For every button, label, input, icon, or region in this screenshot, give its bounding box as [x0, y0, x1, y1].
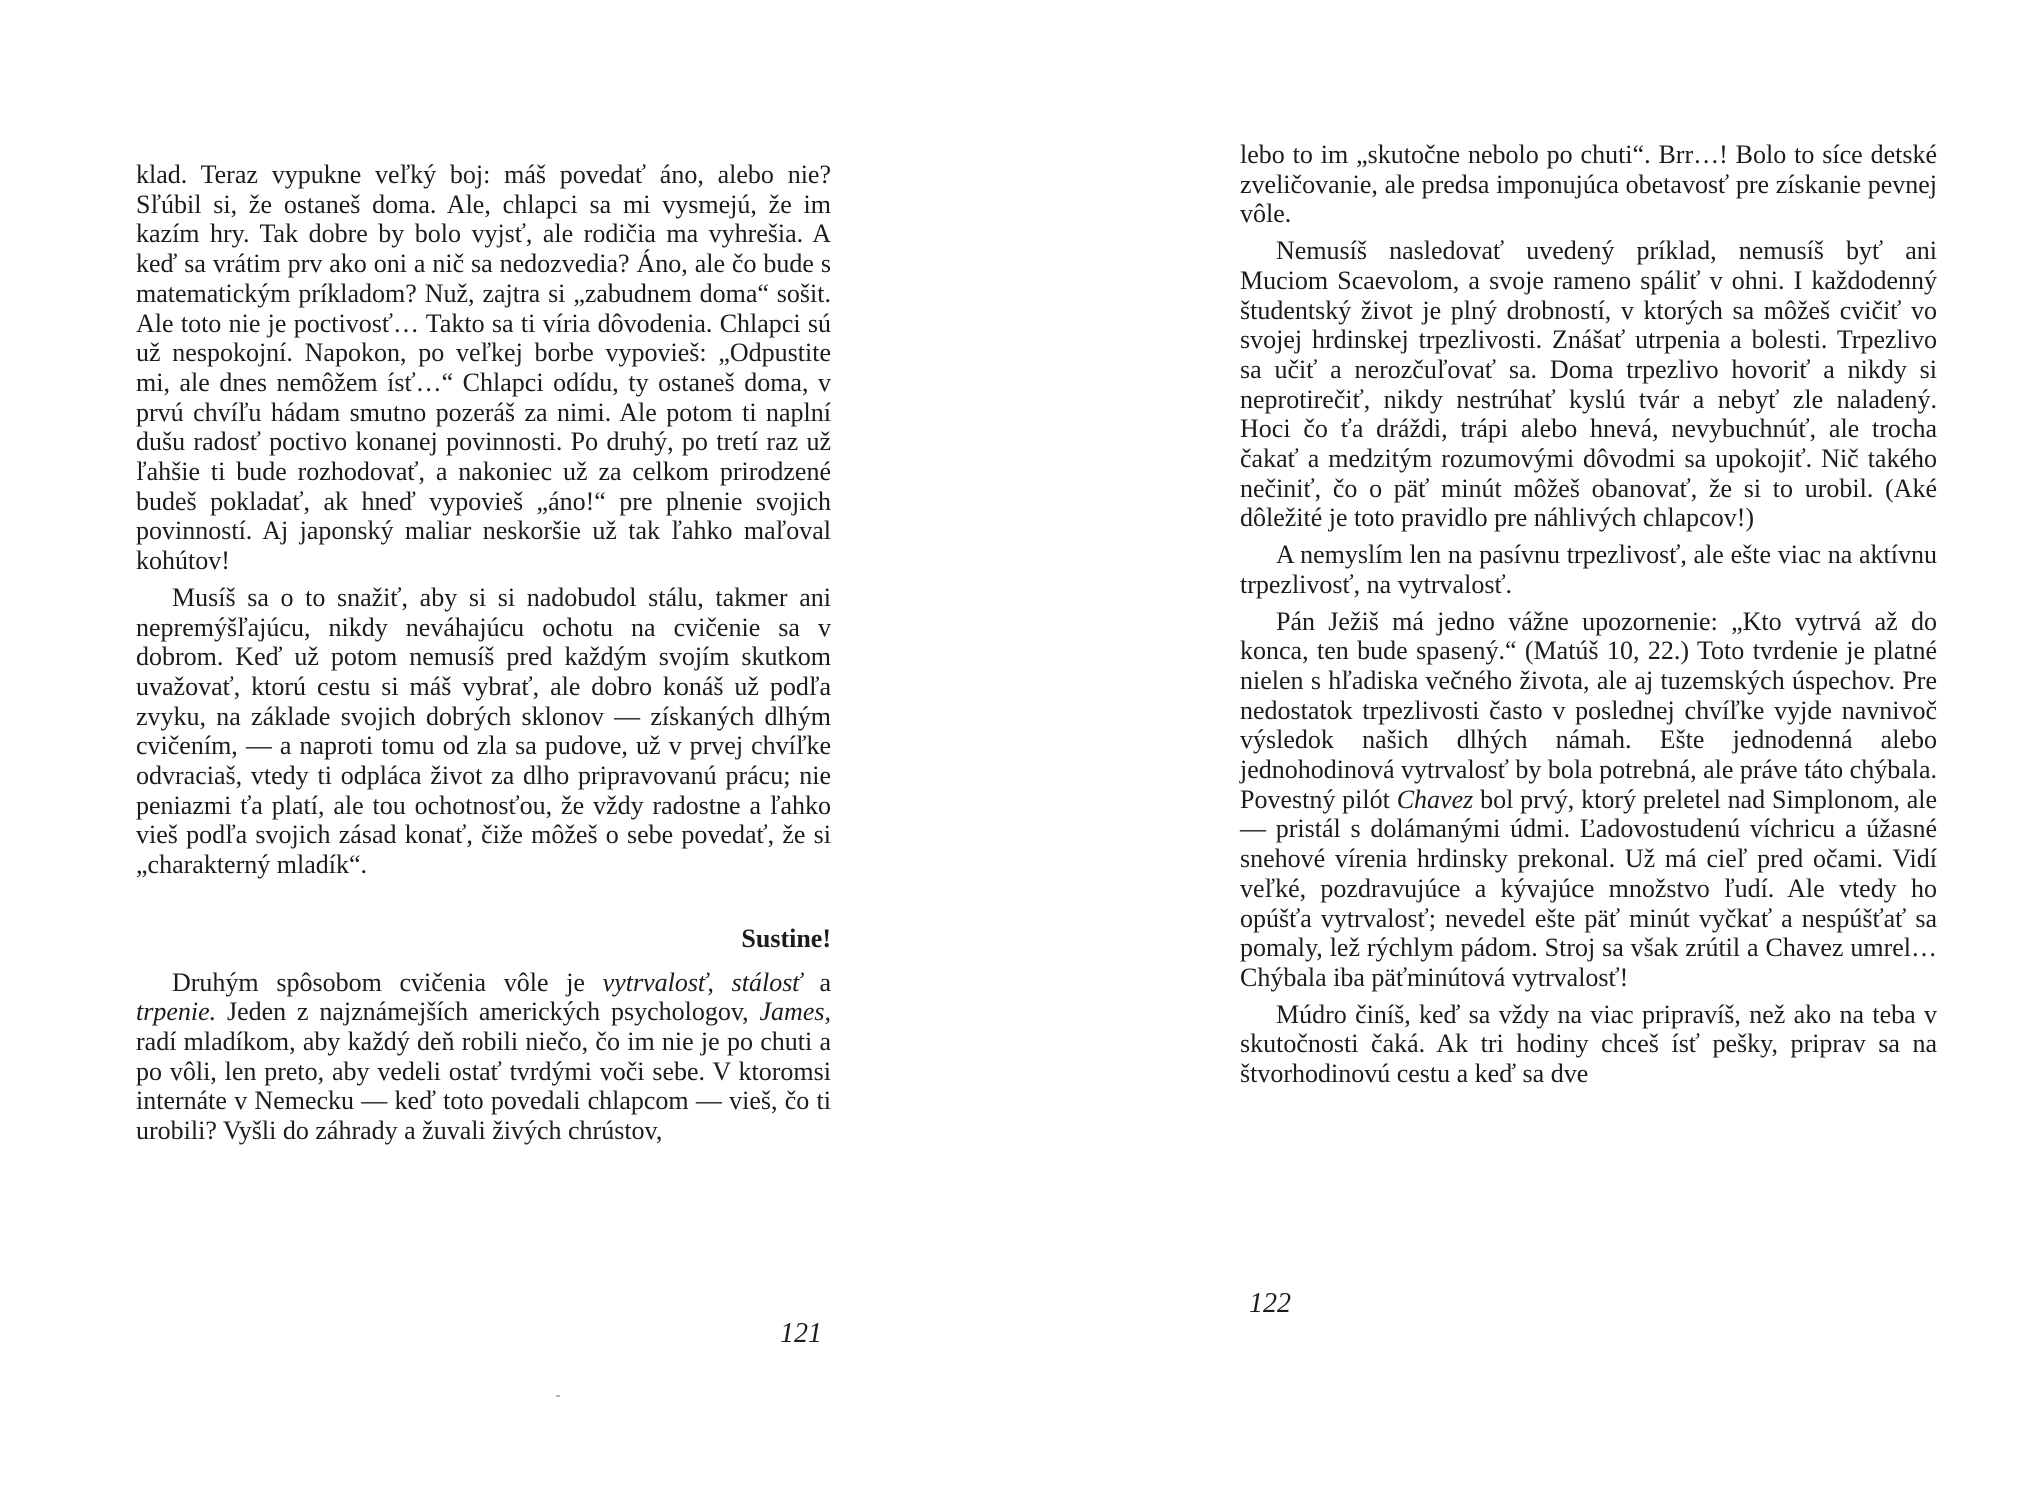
paragraph-4-start: Pán Ježiš má jedno vážne upozornenie: „Kto vytrvá až do konca, ten bude spasený.“ (Matúš 10, 22.) Toto tvrdenie je platné nielen s hľadiska večného života, ale aj tuzemských úspechov. Pre nedostatok trpezlivosti často v poslednej chvíľke vyjde navnivoč výsledok našich dlhých námah. Ešte jednodenná alebo jednohodinová vytrvalosť by bola potrebná, ale práve táto chýbala. Povestný pilót [1240, 606, 1937, 814]
term-stalost: stálosť [731, 967, 802, 997]
left-paragraph-2: Musíš sa o to snažiť, aby si si nadobudol stálu, takmer ani nepremýšľajúcu, nikdy neváhajúcu ochotu na cvičenie sa v dobrom. Keď už potom nemusíš pred každým svojím skutkom uvažovať, ktorú cestu si máš vybrať, ale dobro konáš už podľa zvyku, na základe svojich dobrých sklonov — získaných dlhým cvičením, — a naproti tomu od zla sa pudove, už v prvej chvíľke odvraciaš, vtedy ti odpláca život za dlho pripravovanú prácu; nie peniazmi ťa platí, ale tou ochotnosťou, že vždy radostne a ľahko vieš podľa svojich zásad konať, čiže môžeš o sebe povedať, že si „charakterný mladík“. [136, 582, 831, 880]
paragraph-3-mid: Jeden z najznámejších amerických psychologov, [226, 997, 749, 1027]
name-james: James, [759, 997, 831, 1027]
paragraph-3-rest: radí mladíkom, aby každý deň robili niečo, čo im nie je po chuti a po vôli, len preto, aby vedeli ostať tvrdými voči sebe. V ktoromsi internáte v Nemecku — keď toto povedali chlapcom — vieš, čo ti urobili? Vyšli do záhrady a žuvali živých chrústov, [136, 1026, 831, 1146]
left-text-column [136, 160, 831, 1153]
term-vytrvalost: vytrvalosť, [602, 967, 714, 997]
page-number-right: 122 [1249, 1288, 1291, 1319]
left-paragraph-3 [136, 968, 831, 1146]
right-paragraph-2: Nemusíš nasledovať uvedený príklad, nemusíš byť ani Muciom Scaevolom, a svoje rameno spáliť v ohni. I každodenný študentský život je plný drobností, v ktorých sa môžeš cvičiť vo svojej hrdinskej trpezlivosti. Znášať utrpenia a bolesti. Trpezlivo sa učiť a nerozčuľovať sa. Doma trpezlivo hovoriť a nikdy si neprotirečiť, nikdy nestrúhať kyslú tvár a nebyť zle naladený. Hoci čo ťa dráždi, trápi alebo hnevá, nevybuchnúť, ale trocha čakať a medzitým rozumovými dôvodmi sa upokojiť. Nič takého nečiniť, čo o päť minút môžeš obanovať, že si to urobil. (Aké dôležité je toto pravidlo pre náhlivých chlapcov!) [1240, 236, 1937, 533]
name-chavez: Chavez [1396, 784, 1474, 814]
page-number-left: 121 [780, 1318, 822, 1349]
left-paragraph-1: klad. Teraz vypukne veľký boj: máš povedať áno, alebo nie? Sľúbil si, že ostaneš doma. Ale, chlapci sa mi vysmejú, že im kazím hry. Tak dobre by bolo vyjsť, ale rodičia ma vyhrešia. A keď sa vrátim prv ako oni a nič sa nedozvedia? Áno, ale čo bude s matematickým príkladom? Nuž, zajtra si „zabudnem doma“ sošit. Ale toto nie je poctivosť… Takto sa ti víria dôvodenia. Chlapci sú už nespokojní. Napokon, po veľkej borbe vypovieš: „Odpustite mi, ale dnes nemôžem ísť…“ Chlapci odídu, ty ostaneš doma, v prvú chvíľu hádam smutno pozeráš za nimi. Ale potom ti naplní dušu radosť poctivo konanej povinnosti. Po druhý, po tretí raz už ľahšie ti bude rozhodovať, a nakoniec už za celkom prirodzené budeš pokladať, ak hneď vypovieš „áno!“ pre plnenie svojich povinností. Aj japonský maliar neskoršie už tak ľahko maľoval kohútov! [136, 160, 831, 576]
paragraph-4-rest: bol prvý, ktorý preletel nad Simplonom, ale — pristál s dolámanými údmi. Ľadovostudenú víchricu a úžasné snehové vírenia hrdinsky prekonal. Už má cieľ pred očami. Vidí veľké, pozdravujúce a kývajúce množstvo ľudí. Ale vtedy ho opúšťa vytrvalosť; nevedel ešte päť minút vyčkať a nespúšťať sa pomaly, lež rýchlym pádom. Stroj sa však zrútil a Chavez umrel… Chýbala iba päťminútová vytrvalosť! [1240, 784, 1938, 992]
right-paragraph-4 [1240, 607, 1937, 993]
right-paragraph-5: Múdro činíš, keď sa vždy na viac pripravíš, než ako na teba v skutočnosti čaká. Ak tri hodiny chceš ísť pešky, priprav sa na štvorhodinovú cestu a keď sa dve [1240, 999, 1937, 1089]
right-paragraph-1: lebo to im „skutočne nebolo po chuti“. Brr…! Bolo to síce detské zveličovanie, ale predsa imponujúca obetavosť pre získanie pevnej vôle. [1240, 140, 1937, 229]
paper-speck [556, 1395, 560, 1397]
term-trpenie: trpenie. [136, 997, 217, 1027]
right-paragraph-3: A nemyslím len na pasívnu trpezlivosť, ale ešte viac na aktívnu trpezlivosť, na vytrvalosť. [1240, 540, 1937, 599]
word-and: a [819, 967, 832, 997]
paragraph-3-intro: Druhým spôsobom cvičenia vôle je [172, 967, 585, 997]
section-title: Sustine! [741, 923, 831, 953]
right-text-column [1240, 140, 1937, 1096]
right-page [1009, 0, 2018, 1501]
